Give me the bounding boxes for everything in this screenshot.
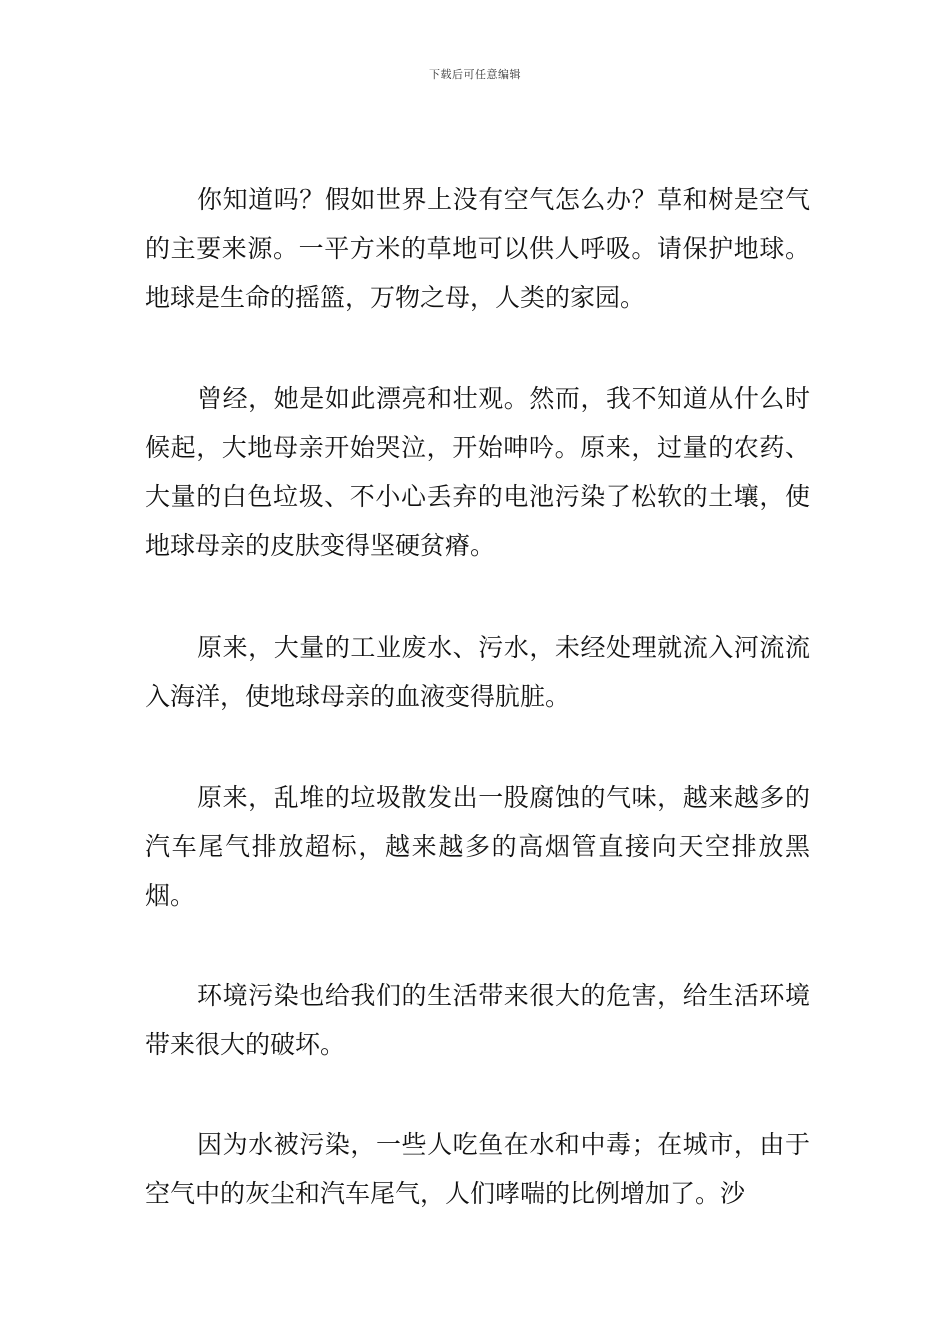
paragraph-4: 原来，乱堆的垃圾散发出一股腐蚀的气味，越来越多的汽车尾气排放超标，越来越多的高烟管直接向天空排放黑烟。 [145,783,810,910]
paragraph-1: 你知道吗？假如世界上没有空气怎么办？草和树是空气的主要来源。一平方米的草地可以供人呼吸。请保护地球。地球是生命的摇篮，万物之母，人类的家园。 [145,185,810,312]
header-note: 下载后可任意编辑 [429,68,521,81]
paragraph-6: 因为水被污染，一些人吃鱼在水和中毒；在城市，由于空气中的灰尘和汽车尾气，人们哮喘的比例增加了。沙 [145,1130,810,1208]
paragraph-5: 环境污染也给我们的生活带来很大的危害，给生活环境带来很大的破坏。 [145,981,810,1059]
paragraph-2: 曾经，她是如此漂亮和壮观。然而，我不知道从什么时候起，大地母亲开始哭泣，开始呻吟。原来，过量的农药、大量的白色垃圾、不小心丢弃的电池污染了松软的土壤，使地球母亲的皮肤变得坚硬贫瘠。 [145,384,810,560]
paragraph-3: 原来，大量的工业废水、污水，未经处理就流入河流流入海洋，使地球母亲的血液变得肮脏。 [145,633,810,711]
